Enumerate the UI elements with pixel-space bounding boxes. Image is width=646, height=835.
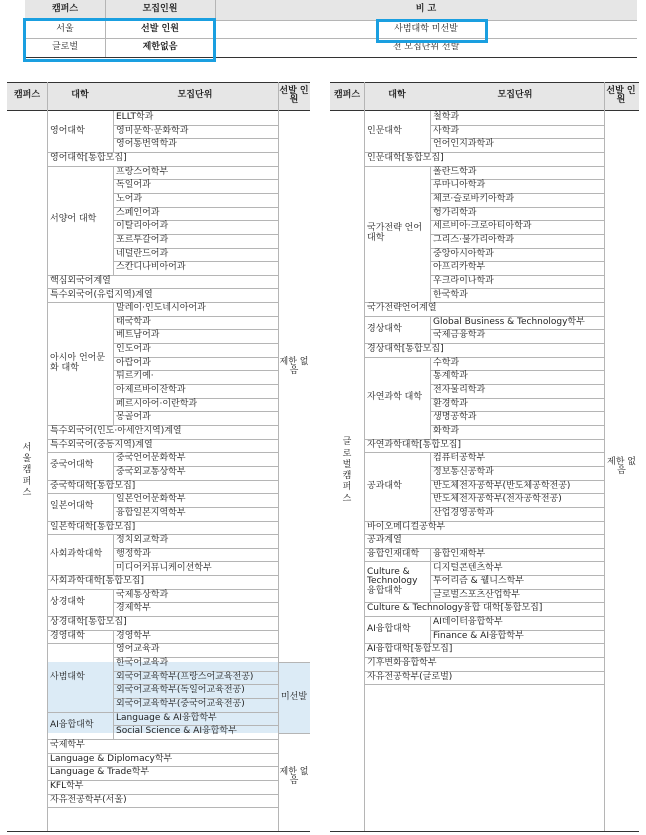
right-unit-row: 반도체전자공학부(전자공학전공) (433, 494, 562, 505)
left-college: AI융합대학 (50, 719, 94, 730)
right-unit-row: 루마니아학과 (433, 180, 486, 191)
right-unit-row: 융합인재학부 (433, 548, 486, 559)
summary-note-seoul: 사범대학 미선발 (394, 24, 458, 35)
right-unit-row: 경상대학[통합모집] (367, 344, 444, 355)
right-college: AI융합대학 (367, 623, 411, 634)
left-header-college: 대학 (71, 90, 89, 101)
right-unit-row: 투어리즘 & 웰니스학부 (433, 576, 524, 587)
right-header-campus: 캠퍼스 (333, 90, 361, 101)
left-unit-row: 아제르바이잔학과 (116, 385, 186, 396)
summary-note-global: 전 모집단위 선발 (392, 42, 460, 53)
left-unit-row: 중국학대학[통합모집] (50, 480, 136, 491)
left-unit-row: ELLT학과 (116, 112, 154, 123)
left-unit-row: 네덜란드어과 (116, 248, 169, 259)
right-unit-row: 글로벌스포츠산업학부 (433, 589, 520, 600)
right-campus-text: 글로벌 캠퍼스 (342, 437, 352, 504)
right-header-unit: 모집단위 (497, 90, 533, 101)
summary-header-campus: 캠퍼스 (51, 4, 79, 15)
right-unit-row: 정보통신공학과 (433, 466, 494, 477)
right-unit-row: 아프리카학부 (433, 262, 486, 273)
right-college: 융합인재대학 (367, 548, 420, 559)
right-unit-row: 국제금융학과 (433, 330, 486, 341)
right-unit-row: 체코·슬로바키아학과 (433, 193, 515, 204)
summary-quota-value: 제한없음 (142, 42, 178, 53)
right-unit-row: 자유전공학부(글로벌) (367, 671, 453, 682)
left-unit-row: 외국어교육학부(프랑스어교육전공) (116, 671, 254, 682)
left-unit-row: 일본학대학[통합모집] (50, 521, 136, 532)
left-unit-row: 스칸디나비아어과 (116, 262, 186, 273)
left-unit-row: 일본언어문화학부 (116, 494, 186, 505)
right-unit-row: 한국학과 (433, 289, 468, 300)
summary-header-quota: 모집인원 (142, 4, 178, 15)
left-unit-row: 영미문학·문화학과 (116, 125, 189, 136)
left-unit-row: 노어과 (116, 193, 143, 204)
left-campus-label (7, 111, 47, 831)
right-unit-row: 생명공학과 (433, 412, 477, 423)
left-college: 사회과학대학 (50, 548, 103, 559)
left-college: 경영대학 (50, 630, 85, 641)
left-unit-row: 튀르키예· (116, 371, 154, 382)
left-unit-row: 특수외국어(중동지역)계열 (50, 439, 153, 450)
left-unit-row: Language & Diplomacy학부 (50, 753, 173, 764)
left-unit-row: 몽골어과 (116, 412, 151, 423)
left-unit-row: 특수외국어(유럽지역)계열 (50, 289, 153, 300)
left-table (7, 82, 310, 832)
left-header-unit: 모집단위 (177, 90, 213, 101)
left-unit-row: 융합일본지역학부 (116, 507, 186, 518)
left-unit-row: 자유전공학부(서울) (50, 794, 127, 805)
left-unit-row: 포르투갈어과 (116, 234, 169, 245)
left-unit-row: 핵심외국어계열 (50, 275, 111, 286)
summary-campus-seoul: 서울 (56, 24, 74, 35)
left-campus-text: 서울 캠퍼스 (22, 442, 32, 498)
left-unit-row: 미디어커뮤니케이션학부 (116, 562, 212, 573)
right-unit-row: 우크라이나학과 (433, 275, 494, 286)
right-unit-row: 통계학과 (433, 371, 468, 382)
left-college: 상경대학 (50, 596, 85, 607)
left-unit-row: 이탈리아어과 (116, 221, 169, 232)
right-college: 경상대학 (367, 323, 402, 334)
left-unit-row: KFL학부 (50, 780, 84, 791)
left-unit-row: 아랍어과 (116, 357, 151, 368)
right-unit-row: 사학과 (433, 125, 460, 136)
left-quota-b: 미선발 (280, 692, 308, 703)
right-table (330, 82, 639, 832)
left-unit-row: 외국어교육학부(중국어교육전공) (116, 699, 245, 710)
right-unit-row: AI융합대학[통합모집] (367, 644, 453, 655)
highlight-box-note (376, 19, 488, 43)
right-unit-row: 화학과 (433, 426, 460, 437)
right-unit-row: 바이오메디컬공학부 (367, 521, 446, 532)
right-unit-row: 공과계열 (367, 535, 402, 546)
left-unit-row: 페르시아어·이란학과 (116, 398, 198, 409)
left-unit-row: 사회과학대학[통합모집] (50, 576, 144, 587)
left-unit-row: 국제통상학과 (116, 589, 169, 600)
right-unit-row: 기후변화융합학부 (367, 658, 437, 669)
left-college: 일본어대학 (50, 501, 94, 512)
left-unit-row: 외국어교육학부(독일어교육전공) (116, 685, 245, 696)
left-unit-row: 태국학과 (116, 316, 151, 327)
left-college: 아시아 언어문화 대학 (50, 353, 106, 373)
left-quota-c: 제한 없음 (279, 766, 309, 786)
right-unit-row: 산업경영공학과 (433, 507, 494, 518)
right-unit-row: 컴퓨터공학부 (433, 453, 486, 464)
right-unit-row: 인문대학[통합모집] (367, 153, 444, 164)
right-unit-row: 중앙아시아학과 (433, 248, 494, 259)
left-unit-row: Social Science & AI융합학부 (116, 726, 237, 737)
right-unit-row: 수학과 (433, 357, 460, 368)
right-college: 자연과학 대학 (367, 391, 423, 402)
left-unit-row: 경제학부 (116, 603, 151, 614)
left-college: 서양어 대학 (50, 214, 97, 225)
left-college: 중국어대학 (50, 460, 94, 471)
left-unit-row: 국제학부 (50, 739, 85, 750)
summary-header-note: 비 고 (415, 4, 437, 15)
left-unit-row: 프랑스어학부 (116, 166, 169, 177)
right-unit-row: 철학과 (433, 112, 460, 123)
summary-quota-label: 선발 인원 (141, 24, 179, 35)
right-unit-row: 그리스·불가리아학과 (433, 234, 515, 245)
left-college: 영어대학 (50, 125, 85, 136)
right-unit-row: Finance & AI융합학부 (433, 630, 524, 641)
left-unit-row: 영어통번역학과 (116, 139, 177, 150)
right-college: Culture & Technology 융합대학 (367, 566, 418, 596)
left-unit-row: 영어교육과 (116, 644, 160, 655)
left-college: 사범대학 (50, 671, 85, 682)
highlight-box-quota (23, 18, 216, 62)
left-unit-row: 말레이·인도네시아어과 (116, 303, 206, 314)
right-unit-row: 세르비아·크로아티아학과 (433, 221, 532, 232)
left-unit-row: 중국외교통상학부 (116, 466, 186, 477)
left-unit-row: 상경대학[통합모집] (50, 617, 127, 628)
right-unit-row: 자연과학대학[통합모집] (367, 439, 461, 450)
right-campus-label (330, 111, 364, 831)
left-unit-row: 정치외교학과 (116, 535, 169, 546)
left-unit-row: Language & AI융합학부 (116, 712, 217, 723)
right-unit-row: 국가전략언어계열 (367, 303, 437, 314)
left-quota-a: 제한 없음 (279, 356, 309, 376)
summary-campus-global: 글로벌 (51, 42, 79, 53)
right-unit-row: AI데이터융합학부 (433, 617, 503, 628)
left-unit-row: 중국언어문화학부 (116, 453, 186, 464)
right-college: 인문대학 (367, 125, 402, 136)
right-unit-row: 폴란드학과 (433, 166, 477, 177)
left-unit-row: 스페인어과 (116, 207, 160, 218)
left-header-quota: 선발 인원 (279, 85, 309, 105)
right-college: 공과대학 (367, 480, 402, 491)
right-unit-row: 환경학과 (433, 398, 468, 409)
right-college: 국가전략 언어대학 (367, 223, 423, 243)
right-header-college: 대학 (388, 90, 406, 101)
left-header-campus: 캠퍼스 (13, 90, 41, 101)
left-unit-row: 행정학과 (116, 548, 151, 559)
right-unit-row: Global Business & Technology학부 (433, 316, 585, 327)
left-unit-row: 베트남어과 (116, 330, 160, 341)
right-quota: 제한 없음 (607, 456, 636, 476)
right-unit-row: 디지털콘텐츠학부 (433, 562, 503, 573)
left-unit-row: 한국어교육과 (116, 658, 169, 669)
left-unit-row: 독일어과 (116, 180, 151, 191)
left-unit-row: 영어대학[통합모집] (50, 153, 127, 164)
left-unit-row: Language & Trade학부 (50, 767, 150, 778)
left-unit-row: 경영학부 (116, 630, 151, 641)
left-unit-row: 특수외국어(인도·아세안지역)계열 (50, 426, 182, 437)
right-unit-row: 헝가리학과 (433, 207, 477, 218)
right-header-quota: 선발 인원 (606, 85, 636, 105)
right-unit-row: Culture & Technology융합 대학[통합모집] (367, 603, 543, 614)
right-unit-row: 전자물리학과 (433, 385, 486, 396)
right-unit-row: 반도체전자공학부(반도체공학전공) (433, 480, 571, 491)
left-unit-row: 인도어과 (116, 344, 151, 355)
right-unit-row: 언어인지과학과 (433, 139, 494, 150)
